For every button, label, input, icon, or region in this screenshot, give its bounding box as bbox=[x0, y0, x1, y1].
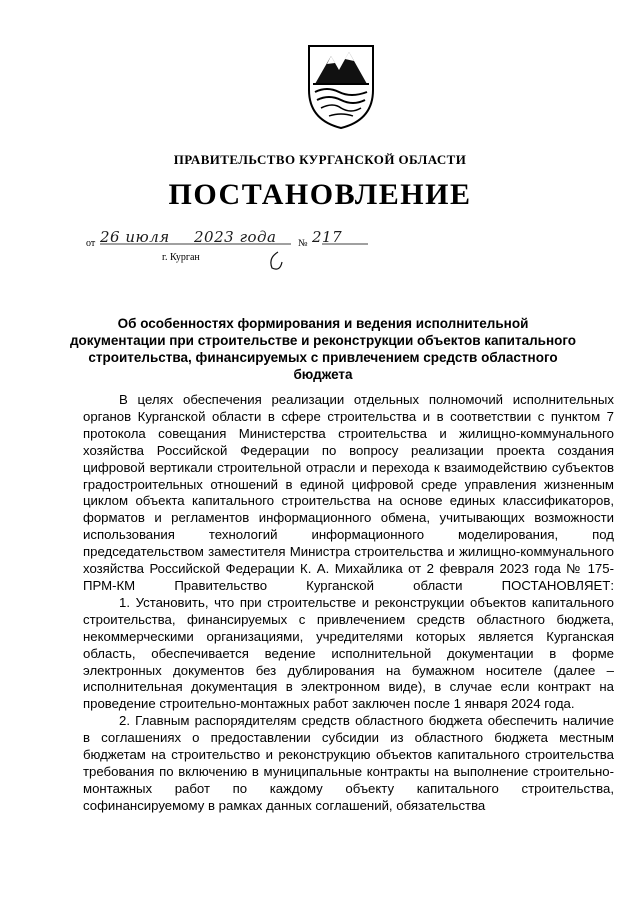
handwritten-number: 217 bbox=[312, 228, 343, 246]
item-2-paragraph: 2. Главным распорядителям средств областного бюджета обеспечить наличие в соглашениях о предоставлении субсидии из областного бюджета местным бюджетам на строительство и реконструкцию объектов капитального строительства требования по включению в муниципальные контракты на выполнение строительно-монтажных работ по каждому объекту капитального строительства, софинансируемому в рамках данных соглашений, обязательства bbox=[83, 713, 614, 813]
item-1-paragraph: 1. Установить, что при строительстве и реконструкции объектов капитального строительства, финансируемых с привлечением средств областного бюджета, некоммерческими организациями, учредителями которых является Курганская область, обеспечивается ведение исполнительной документации в форме электронных документов без дублирования на бумажном носителе (далее – исполнительная документация в электронном виде), в случае если контракт на проведение строительно-монтажных работ заключен после 1 января 2024 года. bbox=[83, 594, 614, 712]
authority-name: ПРАВИТЕЛЬСТВО КУРГАНСКОЙ ОБЛАСТИ bbox=[173, 152, 467, 167]
document-title: Об особенностях формирования и ведения исполнительной документации при строительстве и реконструкции объектов капитального строительства, финансируемых с привлечением средств областного бюджета bbox=[69, 316, 577, 382]
kurgan-coat-of-arms-icon bbox=[305, 40, 377, 130]
number-label: № bbox=[298, 238, 308, 249]
city-label: г. Курган bbox=[162, 252, 200, 263]
handwritten-date: 26 июля bbox=[100, 228, 170, 246]
document-type: ПОСТАНОВЛЕНИЕ bbox=[168, 178, 472, 211]
date-prefix: от bbox=[86, 238, 96, 249]
intro-paragraph: В целях обеспечения реализации отдельных полномочий исполнительных органов Курганской области в сфере строительства и в соответствии с пунктом 7 протокола совещания Министерства строительства и жилищно-коммунального хозяйства Российской Федерации по вопросу реализации проекта создания цифровой вертикали строительной отрасли и перехода к взаимодействию субъектов градостроительных отношений в единой цифровой среде управления жизненным циклом объекта капитального строительства на основе единых классификаторов, форматов и регламентов информационного обмена, учитывающих возможности использования технологий информационного моделирования, под председательством заместителя Министра строительства и жилищно-коммунального хозяйства Российской Федерации К. А. Михайлика от 2 февраля 2023 года № 175-ПРМ-КМ Правительство Курганской области ПОСТАНОВЛЯЕТ: bbox=[83, 392, 614, 593]
date-number-line bbox=[86, 228, 386, 276]
document-body bbox=[83, 392, 614, 815]
handwritten-year: 2023 года bbox=[194, 228, 277, 246]
